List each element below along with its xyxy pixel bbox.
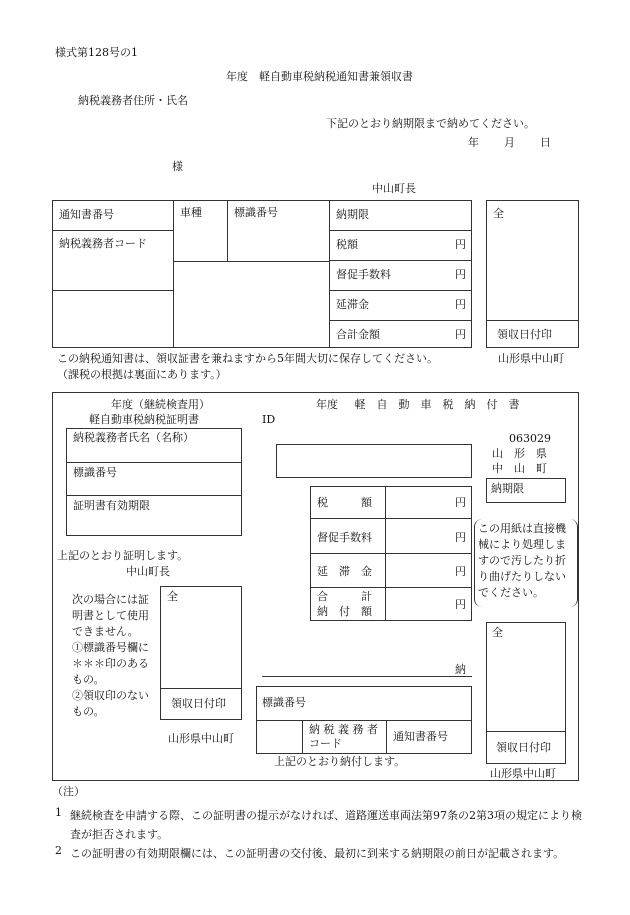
cert-town-label: 山形県中山町 <box>168 732 234 745</box>
date-day: 日 <box>540 136 551 149</box>
form-title: 年度 軽自動車税納税通知書兼領収書 <box>226 70 413 83</box>
paid-text: 上記のとおり納付します。 <box>274 755 406 768</box>
stamp-all-label: 全 <box>493 207 504 220</box>
title-char: 付 <box>486 398 498 411</box>
payment-total-label-2: 納 付 額 <box>317 605 372 618</box>
date-month: 月 <box>504 136 515 149</box>
yen-unit: 円 <box>455 328 466 341</box>
payment-taxpayer-code-label: 納 税 義 務 者 コード <box>309 723 378 750</box>
taxpayer-address-name-label: 納税義務者住所・氏名 <box>78 94 188 107</box>
postal-code: 063029 <box>509 432 551 445</box>
payment-total-label-1: 合 計 <box>317 590 372 603</box>
taxpayer-code-label: 納税義務者コード <box>59 237 147 250</box>
taxpayer-name-label: 納税義務者氏名（名称） <box>73 431 194 444</box>
title-char: 軽 <box>354 398 366 411</box>
yen-unit: 円 <box>455 238 466 251</box>
payment-stamp-all: 全 <box>492 626 503 639</box>
town-name: 中 山 町 <box>492 462 547 475</box>
payment-stamp-label: 領収日付印 <box>496 741 551 754</box>
payer-line <box>262 676 472 677</box>
usage-notice-item-1: ①標識番号欄に＊＊＊印のあるもの。 <box>72 641 149 686</box>
yen-unit: 円 <box>455 598 466 611</box>
yen-unit: 円 <box>455 531 466 544</box>
payment-slip-title: 年度 軽 自 動 車 税 納 付 書 <box>316 398 525 412</box>
date-year: 年 <box>468 136 479 149</box>
form-number: 様式第128号の1 <box>55 46 138 59</box>
late-fee-label: 延滞金 <box>336 298 369 311</box>
prefecture-name: 山 形 県 <box>492 447 547 460</box>
payment-due-date-label: 納期限 <box>491 482 524 495</box>
cert-stamp-label: 領収日付印 <box>171 697 226 710</box>
footnote-1: 継続検査を申請する際、この証明書の提示がなければ、道路運送車両法第97条の2第3項の規定により検査が拒否されます。 <box>70 809 582 841</box>
id-label: ID <box>262 413 276 426</box>
payment-tax-label: 税 額 <box>317 496 372 509</box>
usage-notice-item-2: ②領収印のないもの。 <box>72 689 149 718</box>
payment-notice-number-label: 通知書番号 <box>393 730 448 743</box>
cert-heading-year: 年度（継続検査用） <box>111 398 210 411</box>
total-amount-label: 合計金額 <box>336 328 380 341</box>
payment-reminder-label: 督促手数料 <box>317 531 372 544</box>
yen-unit: 円 <box>455 496 466 509</box>
reminder-fee-label: 督促手数料 <box>336 268 391 281</box>
payment-town-label: 山形県中山町 <box>490 767 556 780</box>
tax-basis-note: （課税の根拠は裏面にあります。） <box>57 368 227 381</box>
plate-number-label: 標識番号 <box>234 206 278 219</box>
town-label: 山形県中山町 <box>498 352 564 365</box>
footnote-1-number: 1 <box>55 806 62 819</box>
stamp-date-label: 領収日付印 <box>497 328 552 341</box>
cert-plate-number-label: 標識番号 <box>73 466 117 479</box>
yen-unit: 円 <box>455 565 466 578</box>
yen-unit: 円 <box>455 298 466 311</box>
cert-heading-title: 軽自動車税納税証明書 <box>89 413 199 426</box>
title-char: 動 <box>398 398 410 411</box>
yen-unit: 円 <box>455 268 466 281</box>
title-char: 税 <box>442 398 454 411</box>
tax-amount-label: 税額 <box>336 238 358 251</box>
title-char: 車 <box>420 398 432 411</box>
payment-plate-number-label: 標識番号 <box>262 696 306 709</box>
notice-number-label: 通知書番号 <box>59 208 114 221</box>
title-char: 納 <box>464 398 476 411</box>
retention-note: この納税通知書は、領収証書を兼ねますから5年間大切に保存してください。 <box>57 352 438 365</box>
sama-label: 様 <box>172 160 183 173</box>
notice-table <box>52 200 472 348</box>
title-char: 書 <box>508 398 520 411</box>
mayor-label: 中山町長 <box>372 182 416 195</box>
due-date-label: 納期限 <box>336 208 369 221</box>
cert-validity-label: 証明書有効期限 <box>73 499 150 512</box>
payment-late-fee-label: 延 滞 金 <box>317 565 372 578</box>
receipt-stamp-box <box>486 200 579 348</box>
machine-processing-notice: この用紙は直接機械により処理しますので汚したり折り曲げたりしないでください。 <box>474 519 578 607</box>
footnote-2: この証明書の有効期限欄には、この証明書の交付後、最初に到来する納期限の前日が記載されます。 <box>70 847 565 860</box>
certify-text: 上記のとおり証明します。 <box>57 549 189 562</box>
cert-stamp-all: 全 <box>167 590 178 603</box>
title-char: 自 <box>376 398 388 411</box>
payer-label: 納 <box>455 663 466 676</box>
id-field-box <box>276 444 472 478</box>
vehicle-type-label: 車種 <box>180 206 202 219</box>
cert-mayor: 中山町長 <box>126 565 170 578</box>
footnotes-heading: （注） <box>52 785 85 798</box>
payment-instruction: 下記のとおり納期限まで納めてください。 <box>326 117 535 130</box>
footnote-2-number: 2 <box>55 844 62 857</box>
usage-notice: 次の場合には証明書として使用できません。 <box>72 593 149 638</box>
